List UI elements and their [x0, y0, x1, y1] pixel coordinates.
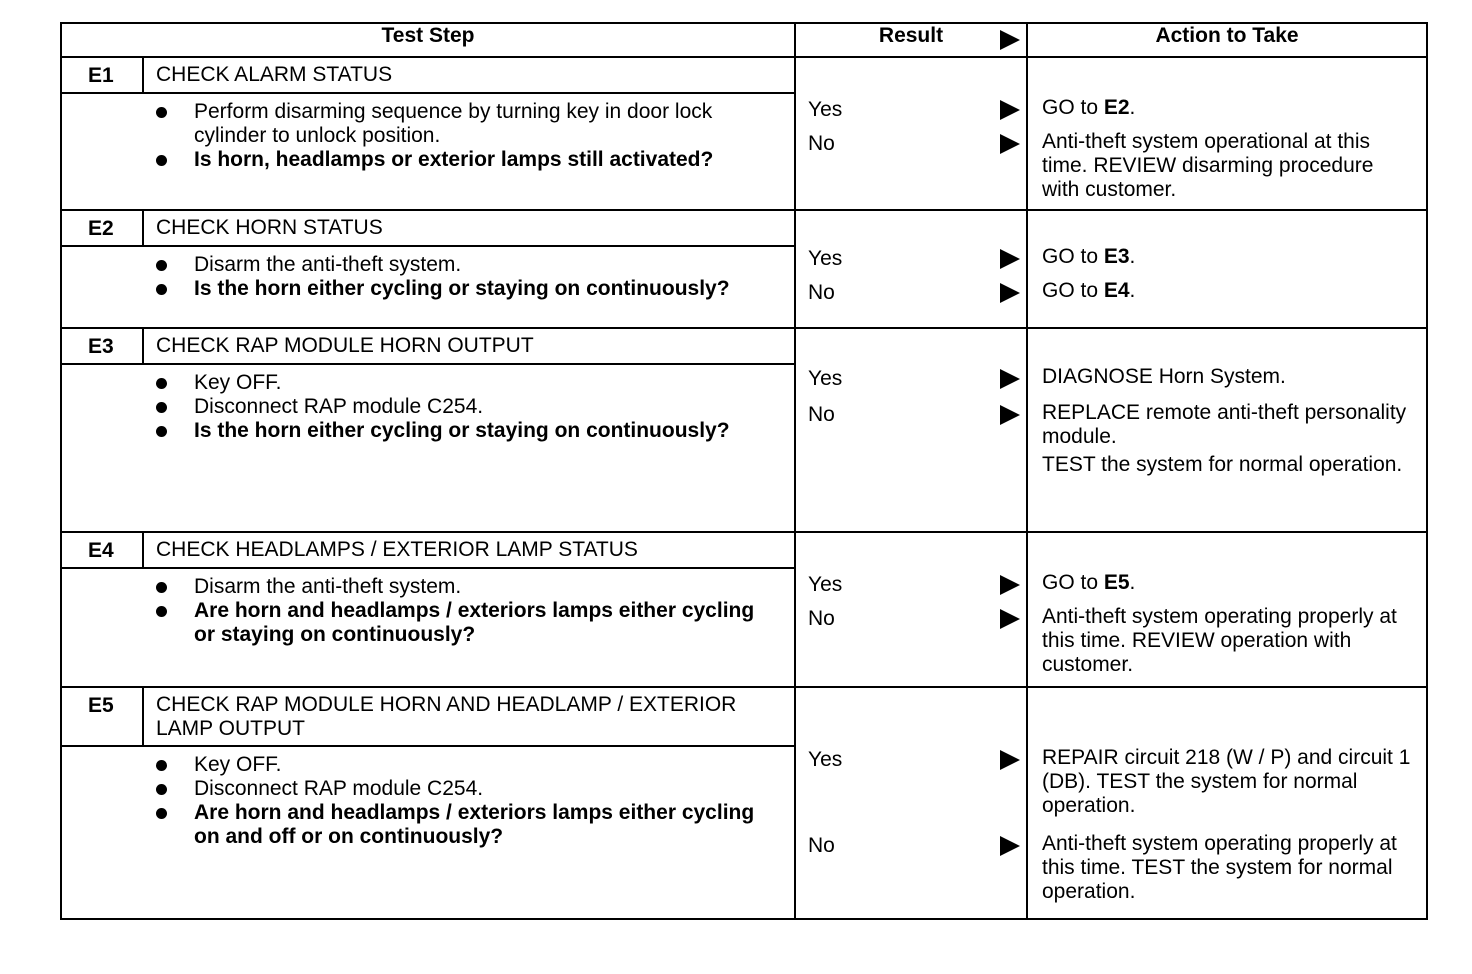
result-option: [808, 748, 1022, 774]
header-row: [61, 23, 1427, 57]
result-option: [808, 834, 1022, 860]
step-instructions: [62, 569, 794, 657]
action-text-main: GO to: [1042, 279, 1104, 302]
arrow-right-icon: [1000, 30, 1020, 50]
action-text: [1042, 746, 1416, 818]
result-label: No: [808, 281, 835, 304]
action-text-main: Anti-theft system operational at this time. REVIEW disarming procedure with customer.: [1042, 130, 1374, 201]
action-cell: [1027, 210, 1427, 328]
test-step-row: [61, 687, 1427, 919]
step-instruction: Key OFF.: [156, 753, 774, 777]
action-text: [1042, 401, 1416, 477]
result-label: Yes: [808, 367, 843, 390]
step-id: E5: [62, 688, 144, 745]
step-question: Is the horn either cycling or staying on continuously?: [156, 419, 774, 443]
step-instructions: [62, 365, 794, 453]
step-title: CHECK HEADLAMPS / EXTERIOR LAMP STATUS: [156, 538, 638, 561]
header-test-step: Test Step: [61, 23, 795, 57]
step-question: Is horn, headlamps or exterior lamps still activated?: [156, 148, 774, 172]
test-step-row: [61, 328, 1427, 532]
action-step-ref: E5: [1103, 571, 1130, 594]
header-result: [795, 23, 1027, 57]
step-instructions: [62, 247, 794, 311]
step-question: Is the horn either cycling or staying on continuously?: [156, 277, 774, 301]
header-result-label: Result: [878, 24, 944, 47]
action-step-ref: E3: [1103, 245, 1130, 268]
step-heading: [62, 58, 794, 94]
step-title: CHECK RAP MODULE HORN OUTPUT: [156, 334, 534, 357]
action-cell: [1027, 328, 1427, 532]
step-instruction: Disarm the anti-theft system.: [156, 575, 774, 599]
result-label: Yes: [808, 247, 843, 270]
step-instructions: [62, 94, 794, 182]
action-text-main: GO to: [1042, 245, 1104, 268]
arrow-right-icon: [1000, 750, 1020, 770]
arrow-right-icon: [1000, 100, 1020, 120]
action-step-ref: E4: [1103, 279, 1130, 302]
result-option: [808, 607, 1022, 633]
step-instruction: Key OFF.: [156, 371, 774, 395]
arrow-right-icon: [1000, 134, 1020, 154]
result-option: [808, 281, 1022, 307]
result-cell: [795, 210, 1027, 328]
action-text-extra: TEST the system for normal operation.: [1042, 453, 1403, 476]
step-question: Are horn and headlamps / exteriors lamps either cycling or staying on continuously?: [156, 599, 774, 647]
action-text-end: .: [1129, 245, 1136, 268]
step-id: E1: [62, 58, 144, 92]
arrow-right-icon: [1000, 283, 1020, 303]
test-step-cell: [61, 210, 795, 328]
arrow-right-icon: [1000, 609, 1020, 629]
step-instruction: Disarm the anti-theft system.: [156, 253, 774, 277]
action-step-ref: E2: [1103, 96, 1130, 119]
action-text-main: Anti-theft system operating properly at this time. TEST the system for normal operation.: [1042, 832, 1397, 903]
result-option: [808, 367, 1022, 393]
action-cell: [1027, 687, 1427, 919]
result-label: No: [808, 834, 835, 857]
action-text-main: GO to: [1042, 571, 1104, 594]
result-option: [808, 403, 1022, 429]
action-text-end: .: [1129, 96, 1136, 119]
step-heading: [62, 211, 794, 247]
result-label: Yes: [808, 573, 843, 596]
step-heading: [62, 688, 794, 747]
header-action: Action to Take: [1027, 23, 1427, 57]
action-text-main: GO to: [1042, 96, 1104, 119]
action-text-main: Anti-theft system operating properly at this time. REVIEW operation with customer.: [1042, 605, 1397, 676]
step-instruction: Perform disarming sequence by turning key in door lock cylinder to unlock position.: [156, 100, 774, 148]
result-cell: [795, 532, 1027, 687]
action-text-end: .: [1129, 571, 1136, 594]
step-heading: [62, 533, 794, 569]
action-text: [1042, 279, 1416, 303]
step-title: CHECK ALARM STATUS: [156, 63, 393, 86]
action-text: [1042, 571, 1416, 595]
result-option: [808, 98, 1022, 124]
result-cell: [795, 687, 1027, 919]
arrow-right-icon: [1000, 249, 1020, 269]
action-text-main: REPAIR circuit 218 (W / P) and circuit 1 (DB). TEST the system for normal operation.: [1042, 746, 1411, 817]
step-title: CHECK RAP MODULE HORN AND HEADLAMP / EXTERIOR LAMP OUTPUT: [156, 693, 737, 740]
action-text: [1042, 365, 1416, 389]
step-instruction: Disconnect RAP module C254.: [156, 395, 774, 419]
arrow-right-icon: [1000, 405, 1020, 425]
step-id: E4: [62, 533, 144, 567]
result-option: [808, 247, 1022, 273]
action-text: [1042, 832, 1416, 904]
step-question: Are horn and headlamps / exteriors lamps either cycling on and off or on continuously?: [156, 801, 774, 849]
step-title: CHECK HORN STATUS: [156, 216, 383, 239]
test-step-cell: [61, 687, 795, 919]
action-text: [1042, 130, 1416, 202]
step-id: E2: [62, 211, 144, 245]
result-option: [808, 132, 1022, 158]
result-label: Yes: [808, 748, 843, 771]
arrow-right-icon: [1000, 575, 1020, 595]
result-option: [808, 573, 1022, 599]
action-text: [1042, 605, 1416, 677]
step-heading: [62, 329, 794, 365]
test-step-row: [61, 57, 1427, 210]
step-instructions: [62, 747, 794, 859]
diagnostic-table: [60, 22, 1428, 920]
action-text-main: REPLACE remote anti-theft personality module.: [1042, 401, 1407, 448]
arrow-right-icon: [1000, 369, 1020, 389]
step-instruction: Disconnect RAP module C254.: [156, 777, 774, 801]
test-step-row: [61, 210, 1427, 328]
result-label: Yes: [808, 98, 843, 121]
action-cell: [1027, 57, 1427, 210]
action-cell: [1027, 532, 1427, 687]
test-step-cell: [61, 532, 795, 687]
test-step-cell: [61, 57, 795, 210]
result-cell: [795, 328, 1027, 532]
test-step-cell: [61, 328, 795, 532]
step-id: E3: [62, 329, 144, 363]
action-text: [1042, 96, 1416, 120]
result-cell: [795, 57, 1027, 210]
action-text-end: .: [1129, 279, 1136, 302]
result-label: No: [808, 403, 835, 426]
test-step-row: [61, 532, 1427, 687]
action-text: [1042, 245, 1416, 269]
result-label: No: [808, 132, 835, 155]
arrow-right-icon: [1000, 836, 1020, 856]
action-text-main: DIAGNOSE Horn System.: [1042, 365, 1286, 388]
result-label: No: [808, 607, 835, 630]
